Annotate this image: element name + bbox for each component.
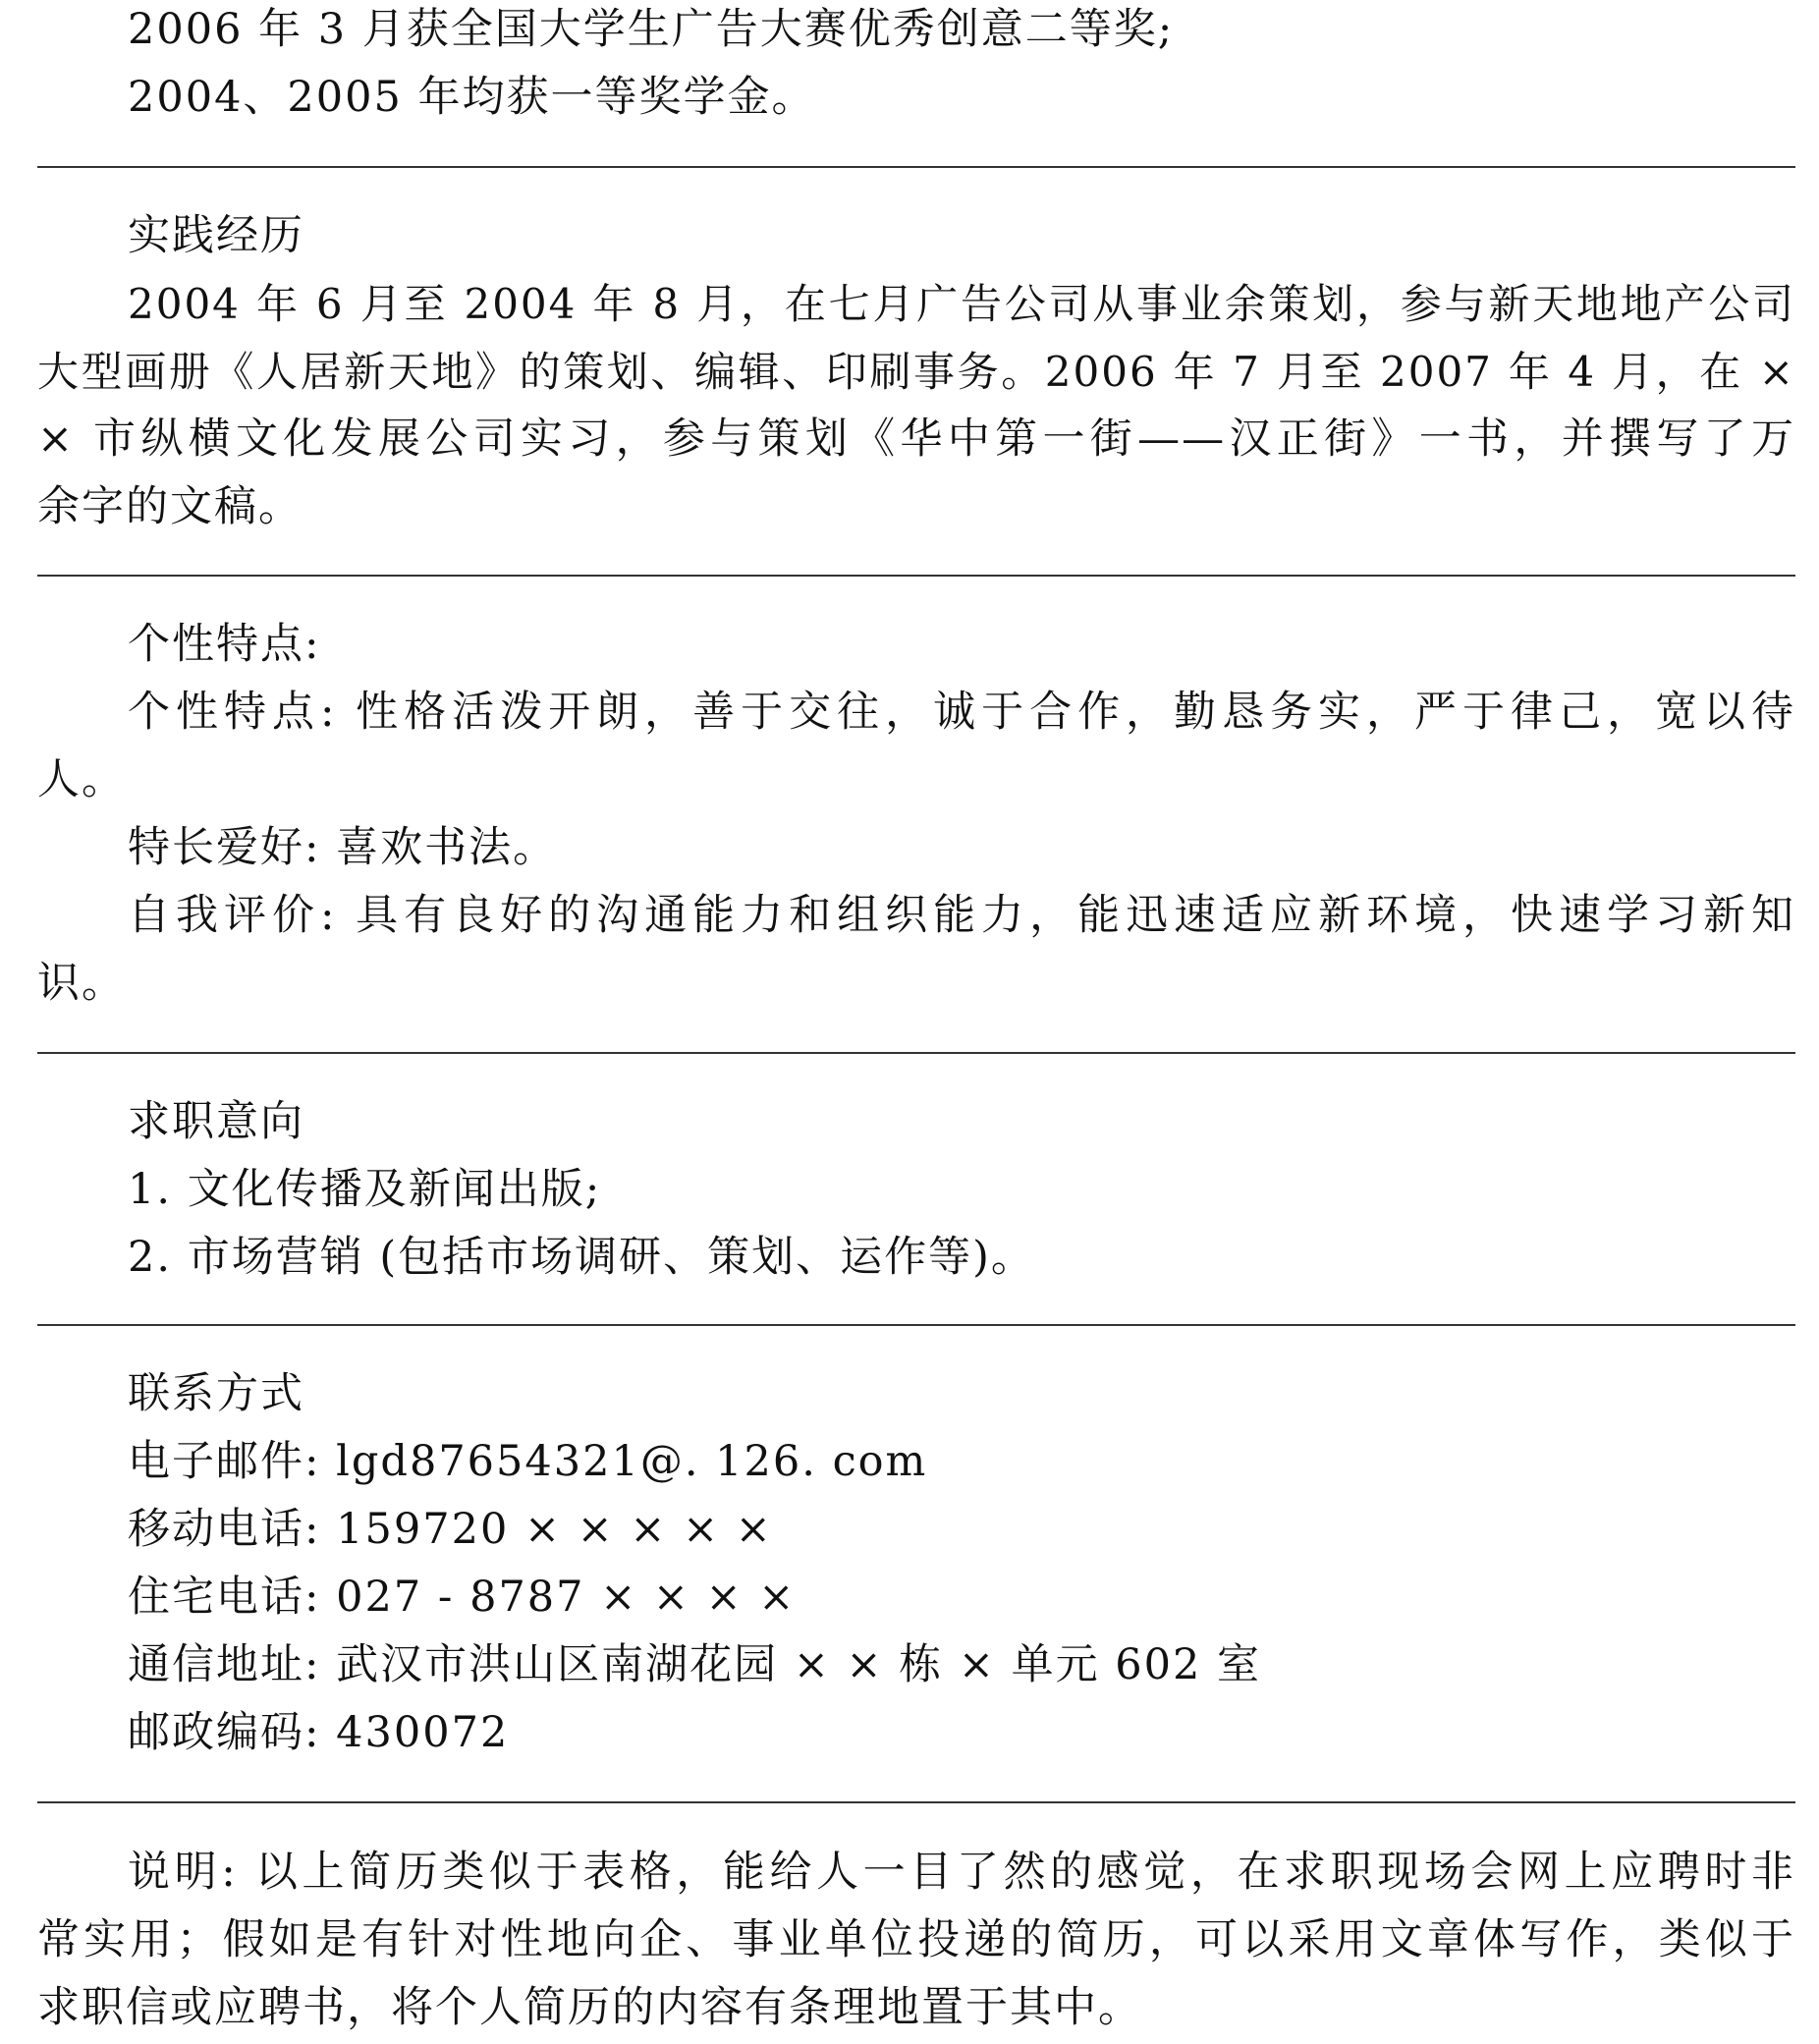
hobby-line: 特长爱好: 喜欢书法。 — [128, 823, 558, 872]
contact-section-title: 联系方式 — [128, 1369, 304, 1418]
practice-section-title: 实践经历 — [128, 211, 304, 260]
personality-line-2: 人。 — [37, 755, 126, 804]
awards-line-2: 2004、2005 年均获一等奖学金。 — [128, 73, 816, 122]
intention-item-1: 1. 文化传播及新闻出版; — [128, 1165, 602, 1214]
section-divider — [37, 575, 1795, 577]
note-line-2: 常实用；假如是有针对性地向企、事业单位投递的简历，可以采用文章体写作，类似于 — [37, 1915, 1795, 1964]
contact-home-phone: 住宅电话: 027 - 8787 × × × × — [128, 1573, 797, 1622]
note-line-3: 求职信或应聘书，将个人简历的内容有条理地置于其中。 — [37, 1983, 1142, 2032]
self-evaluation-line-2: 识。 — [37, 959, 126, 1008]
contact-address: 通信地址: 武汉市洪山区南湖花园 × × 栋 × 单元 602 室 — [128, 1640, 1261, 1689]
awards-line-1: 2006 年 3 月获全国大学生广告大赛优秀创意二等奖; — [128, 5, 1175, 54]
section-divider — [37, 1052, 1795, 1054]
section-divider — [37, 1324, 1795, 1326]
personality-section-title: 个性特点: — [128, 620, 321, 669]
contact-email: 电子邮件: lgd87654321@. 126. com — [128, 1437, 928, 1486]
section-divider — [37, 166, 1795, 168]
practice-line-4: 余字的文稿。 — [37, 482, 303, 531]
note-line-1: 说明: 以上简历类似于表格，能给人一目了然的感觉，在求职现场会网上应聘时非 — [128, 1848, 1795, 1897]
personality-line-1: 个性特点: 性格活泼开朗，善于交往，诚于合作，勤恳务实，严于律己，宽以待 — [128, 688, 1795, 737]
contact-postcode: 邮政编码: 430072 — [128, 1708, 510, 1757]
practice-line-2: 大型画册《人居新天地》的策划、编辑、印刷事务。2006 年 7 月至 2007 年 4 月，在 × — [37, 348, 1795, 396]
intention-item-2: 2. 市场营销 (包括市场调研、策划、运作等)。 — [128, 1233, 1035, 1282]
contact-mobile: 移动电话: 159720 × × × × × — [128, 1505, 773, 1554]
practice-line-1: 2004 年 6 月至 2004 年 8 月，在七月广告公司从事业余策划，参与新天地地产公司 — [128, 280, 1795, 328]
self-evaluation-line-1: 自我评价: 具有良好的沟通能力和组织能力，能迅速适应新环境，快速学习新知 — [128, 891, 1795, 940]
intention-section-title: 求职意向 — [128, 1097, 304, 1146]
practice-line-3: × 市纵横文化发展公司实习，参与策划《华中第一街——汉正街》一书，并撰写了万 — [37, 414, 1795, 464]
section-divider — [37, 1801, 1795, 1803]
